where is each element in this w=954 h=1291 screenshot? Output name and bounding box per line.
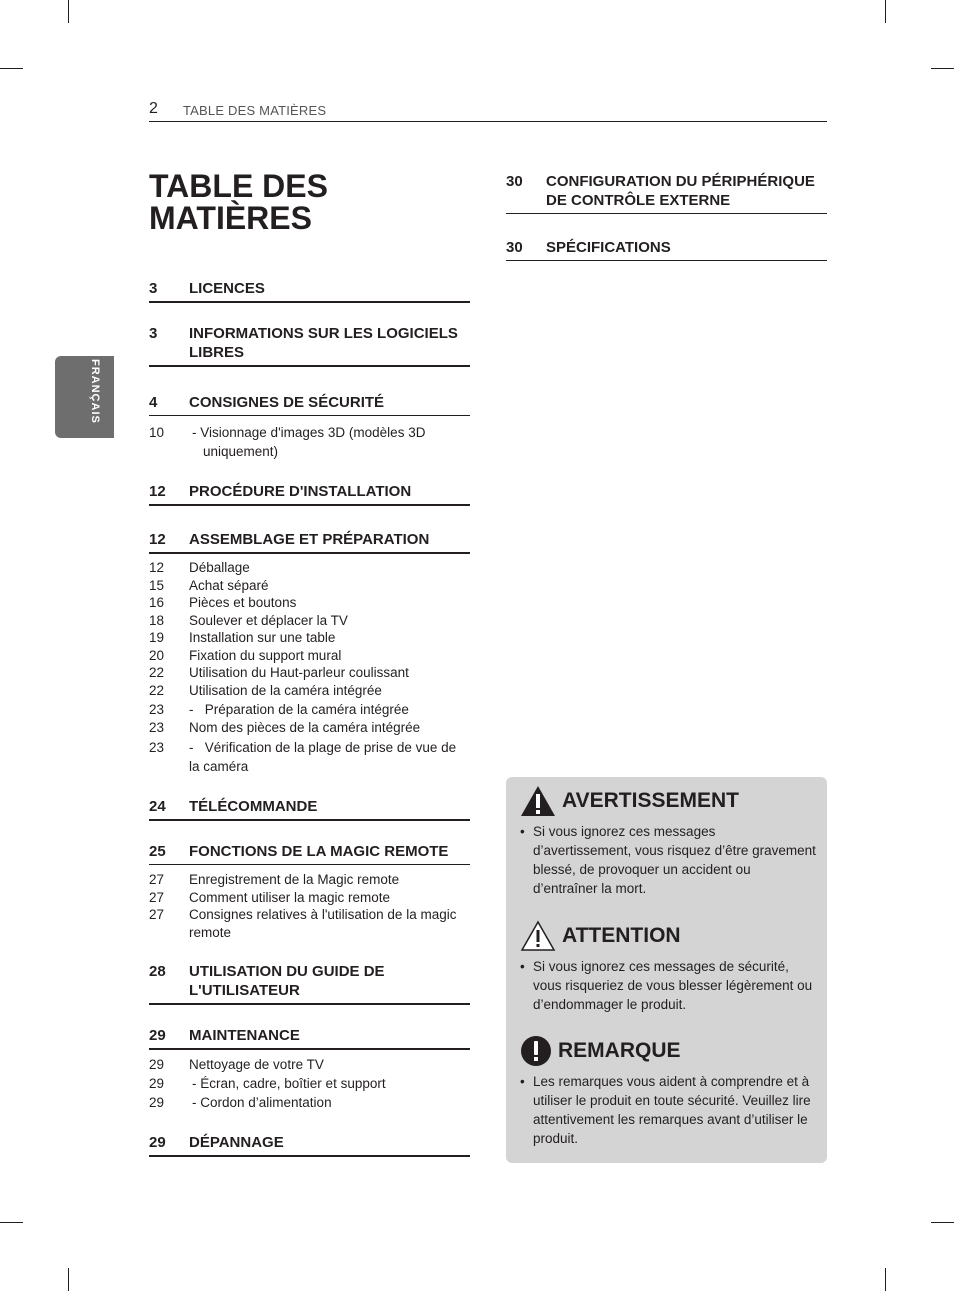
toc-label: DÉPANNAGE (189, 1134, 284, 1151)
exclamation-circle-icon (520, 1035, 552, 1067)
toc-subitem[interactable] (149, 906, 470, 941)
toc-page: 3 (149, 280, 158, 297)
toc-label: UTILISATION DU GUIDE DE L'UTILISATEUR (189, 963, 385, 999)
toc-page: 29 (149, 1134, 166, 1151)
toc-section[interactable] (149, 1129, 470, 1157)
notice-text: Les remarques vous aident à comprendre et à utiliser le produit en toute sécurité. Veuillez lire attentivement les remarques avant d’utiliser le produit. (533, 1074, 811, 1146)
page-header (149, 100, 827, 122)
crop-mark (931, 68, 954, 69)
toc-label: Déballage (189, 560, 250, 575)
toc-subitem[interactable] (149, 647, 470, 665)
toc-page: 12 (149, 531, 166, 548)
crop-mark (885, 0, 886, 23)
toc-page: 20 (149, 647, 165, 663)
toc-section[interactable] (506, 169, 827, 214)
toc-label: Pièces et boutons (189, 595, 297, 610)
toc-section[interactable] (149, 389, 470, 416)
toc-page: 12 (149, 483, 166, 500)
toc-page: 10 (149, 425, 165, 440)
toc-section[interactable] (149, 958, 470, 1005)
toc-subitem[interactable] (149, 577, 470, 595)
toc-page: 15 (149, 577, 165, 593)
toc-label: Utilisation de la caméra intégrée (189, 682, 382, 698)
toc-page: 19 (149, 630, 165, 645)
toc-subitem[interactable] (149, 629, 470, 647)
toc-label: - Vérification de la plage de prise de vue de la caméra (189, 740, 460, 774)
toc-label: - Préparation de la caméra intégrée (189, 702, 409, 717)
language-tab (55, 356, 114, 438)
toc-page: 18 (149, 612, 165, 628)
document-title: TABLE DES MATIÈRES (149, 168, 328, 236)
toc-page: 23 (149, 702, 165, 717)
toc-label: Achat séparé (189, 577, 269, 593)
toc-page: 27 (149, 907, 165, 922)
toc-page: 29 (149, 1076, 165, 1091)
crop-mark (0, 68, 23, 69)
toc-subitem[interactable] (149, 612, 470, 630)
crop-mark (931, 1222, 954, 1223)
toc-subitem[interactable] (149, 701, 470, 719)
toc-page: 29 (149, 1095, 165, 1110)
toc-page: 27 (149, 872, 165, 887)
toc-section[interactable] (149, 793, 470, 821)
safety-notices-box (506, 777, 827, 1163)
toc-label: CONFIGURATION DU PÉRIPHÉRIQUE DE CONTRÔLE EXTERNE (546, 173, 815, 209)
page-number: 2 (149, 100, 158, 117)
toc-label: - Écran, cadre, boîtier et support (192, 1076, 386, 1091)
notice-warning (520, 785, 816, 898)
toc-page: 30 (506, 239, 523, 256)
toc-section[interactable] (149, 320, 470, 367)
toc-label: Utilisation du Haut-parleur coulissant (189, 665, 409, 680)
toc-page: 28 (149, 963, 166, 980)
toc-page: 30 (506, 173, 523, 190)
toc-page: 22 (149, 682, 165, 698)
toc-label: Soulever et déplacer la TV (189, 612, 348, 628)
toc-page: 23 (149, 740, 165, 755)
toc-page: 24 (149, 798, 166, 815)
toc-label: SPÉCIFICATIONS (546, 239, 671, 256)
header-title: TABLE DES MATIÈRES (183, 103, 327, 118)
toc-label: Installation sur une table (189, 630, 336, 645)
toc-label: CONSIGNES DE SÉCURITÉ (189, 394, 385, 411)
toc-left-column (149, 275, 470, 1157)
toc-section[interactable] (149, 838, 470, 865)
toc-subitem[interactable] (149, 871, 470, 889)
crop-mark (68, 0, 69, 23)
toc-label: Comment utiliser la magic remote (189, 889, 391, 905)
toc-section[interactable] (149, 478, 470, 506)
toc-subitem[interactable] (149, 423, 470, 461)
toc-subitem[interactable] (149, 738, 470, 776)
toc-page: 29 (149, 1027, 166, 1044)
toc-label: TÉLÉCOMMANDE (189, 798, 318, 815)
crop-mark (885, 1268, 886, 1291)
notice-note (520, 1035, 816, 1148)
toc-page: 4 (149, 394, 158, 411)
toc-label: LICENCES (189, 280, 265, 297)
toc-subitem[interactable] (149, 1074, 470, 1093)
toc-label: Enregistrement de la Magic remote (189, 872, 400, 887)
toc-subitem[interactable] (149, 889, 470, 907)
toc-section[interactable] (506, 234, 827, 261)
toc-subitem[interactable] (149, 719, 470, 737)
crop-mark (0, 1222, 23, 1223)
language-label: FRANÇAIS (89, 359, 101, 424)
crop-mark (68, 1268, 69, 1291)
toc-page: 22 (149, 665, 165, 680)
notice-caution (520, 920, 816, 1014)
toc-section[interactable] (149, 275, 470, 303)
toc-page: 27 (149, 889, 165, 905)
bullet: • (520, 1074, 525, 1089)
toc-label: ASSEMBLAGE ET PRÉPARATION (189, 531, 430, 548)
toc-subitem[interactable] (149, 664, 470, 682)
toc-subitem[interactable] (149, 1055, 470, 1074)
warning-outline-icon (520, 920, 556, 952)
toc-subitem[interactable] (149, 682, 470, 700)
toc-label: Nettoyage de votre TV (189, 1057, 324, 1072)
toc-label: Consignes relatives à l'utilisation de la magic remote (189, 907, 457, 940)
toc-label: MAINTENANCE (189, 1027, 300, 1044)
toc-label: Fixation du support mural (189, 647, 342, 663)
toc-label: PROCÉDURE D'INSTALLATION (189, 483, 412, 500)
notice-title: ATTENTION (562, 924, 681, 947)
toc-label: FONCTIONS DE LA MAGIC REMOTE (189, 843, 449, 860)
toc-section[interactable] (149, 526, 470, 554)
toc-subitem[interactable] (149, 1093, 470, 1112)
toc-label: Nom des pièces de la caméra intégrée (189, 719, 421, 735)
toc-label: INFORMATIONS SUR LES LOGICIELS LIBRES (189, 325, 458, 361)
notice-text: Si vous ignorez ces messages d’avertissement, vous risquez d’être gravement blessé, de provoquer un accident ou d’entraîner la mort. (533, 824, 816, 896)
notice-title: REMARQUE (558, 1039, 681, 1062)
toc-page: 29 (149, 1057, 165, 1072)
toc-subitem[interactable] (149, 594, 470, 612)
toc-right-column (506, 169, 827, 261)
bullet: • (520, 959, 525, 974)
toc-section[interactable] (149, 1022, 470, 1050)
bullet: • (520, 824, 525, 839)
toc-page: 25 (149, 843, 166, 860)
toc-label: - Cordon d’alimentation (192, 1095, 332, 1110)
notice-title: AVERTISSEMENT (562, 789, 739, 812)
toc-page: 12 (149, 560, 165, 575)
toc-label: - Visionnage d'images 3D (modèles 3D uniquement) (192, 425, 426, 459)
toc-subitem[interactable] (149, 559, 470, 577)
toc-page: 3 (149, 325, 158, 342)
notice-text: Si vous ignorez ces messages de sécurité, vous risqueriez de vous blesser légèrement ou d’endommager le produit. (533, 959, 813, 1012)
toc-page: 16 (149, 595, 165, 610)
warning-filled-icon (520, 785, 556, 817)
toc-page: 23 (149, 719, 165, 735)
